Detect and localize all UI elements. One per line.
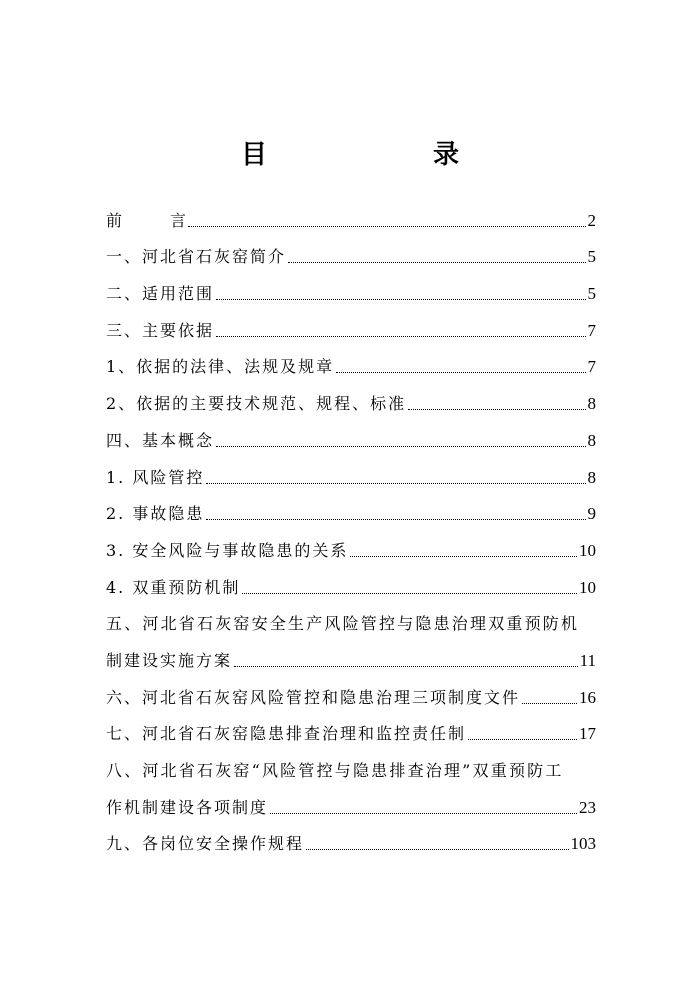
- toc-entry[interactable]: [106, 490, 596, 527]
- dot-leader: [522, 702, 577, 704]
- toc-entry[interactable]: [106, 416, 596, 453]
- dot-leader: [234, 665, 578, 667]
- toc-page-number: 16: [579, 687, 596, 707]
- dot-leader: [216, 445, 585, 447]
- toc-page-number: 17: [579, 724, 596, 744]
- toc-entry[interactable]: [106, 306, 596, 343]
- toc-entry-label: 九、各岗位安全操作规程: [106, 834, 305, 854]
- dot-leader: [216, 298, 585, 300]
- toc-entry-label: 六、河北省石灰窑风险管控和隐患治理三项制度文件: [106, 687, 521, 707]
- toc-entry[interactable]: [106, 453, 596, 490]
- toc-page-number: 11: [579, 650, 596, 670]
- dot-leader: [350, 555, 577, 557]
- toc-entry-label: 2、依据的主要技术规范、规程、标准: [106, 394, 407, 414]
- toc-page-number: 8: [587, 394, 596, 414]
- toc-entry-preface[interactable]: [106, 196, 596, 233]
- toc-page-number: 5: [587, 247, 596, 267]
- toc-entry[interactable]: [106, 563, 596, 600]
- toc-entry-label: 1、依据的法律、法规及规章: [106, 357, 335, 377]
- toc-entry[interactable]: [106, 269, 596, 306]
- toc-entry-label: 七、河北省石灰窑隐患排查治理和监控责任制: [106, 724, 467, 744]
- dot-leader: [216, 335, 585, 337]
- toc-entry[interactable]: [106, 710, 596, 747]
- toc-entry-label: 3. 安全风险与事故隐患的关系: [106, 540, 349, 560]
- toc-page-number: 103: [570, 834, 596, 854]
- toc-entry[interactable]: [106, 783, 596, 820]
- toc-entry-label: 2. 事故隐患: [106, 504, 205, 524]
- dot-leader: [288, 261, 585, 263]
- toc-entry-label: 4. 双重预防机制: [106, 577, 241, 597]
- dot-leader: [242, 592, 577, 594]
- toc-entry[interactable]: [106, 343, 596, 380]
- dot-leader: [188, 225, 585, 227]
- toc-entry-label: 四、基本概念: [106, 430, 215, 450]
- toc-entry-label: 三、主要依据: [106, 320, 215, 340]
- toc-entry-label: 一、河北省石灰窑简介: [106, 247, 287, 267]
- dot-leader: [336, 371, 585, 373]
- toc-page-number: 8: [587, 467, 596, 487]
- toc-entry-label: 前 言: [106, 210, 187, 230]
- dot-leader: [206, 518, 585, 520]
- toc-entry[interactable]: [106, 820, 596, 857]
- dot-leader: [270, 812, 577, 814]
- toc-entry-label: 1. 风险管控: [106, 467, 205, 487]
- toc-page-number: 9: [587, 504, 596, 524]
- table-of-contents: [106, 196, 596, 856]
- toc-page-number: 2: [587, 210, 596, 230]
- toc-page-number: 23: [579, 797, 596, 817]
- toc-page-number: 10: [579, 540, 596, 560]
- toc-entry[interactable]: [106, 673, 596, 710]
- toc-entry-label: 二、适用范围: [106, 284, 215, 304]
- toc-page-number: 8: [587, 430, 596, 450]
- dot-leader: [306, 848, 568, 850]
- toc-entry[interactable]: [106, 233, 596, 270]
- toc-page-number: 5: [587, 284, 596, 304]
- dot-leader: [408, 408, 585, 410]
- toc-page-number: 7: [587, 357, 596, 377]
- dot-leader: [468, 738, 577, 740]
- toc-entry-label: 制建设实施方案: [106, 650, 233, 670]
- toc-entry-first-line[interactable]: 五、河北省石灰窑安全生产风险管控与隐患治理双重预防机: [106, 614, 580, 634]
- page-title: 目 录: [240, 140, 529, 170]
- toc-entry[interactable]: [106, 636, 596, 673]
- toc-page-number: 10: [579, 577, 596, 597]
- toc-entry[interactable]: [106, 379, 596, 416]
- toc-entry-label: 作机制建设各项制度: [106, 797, 269, 817]
- dot-leader: [206, 482, 585, 484]
- toc-entry-first-line[interactable]: 八、河北省石灰窑“风险管控与隐患排查治理”双重预防工: [106, 761, 564, 780]
- toc-entry[interactable]: [106, 526, 596, 563]
- toc-page-number: 7: [587, 320, 596, 340]
